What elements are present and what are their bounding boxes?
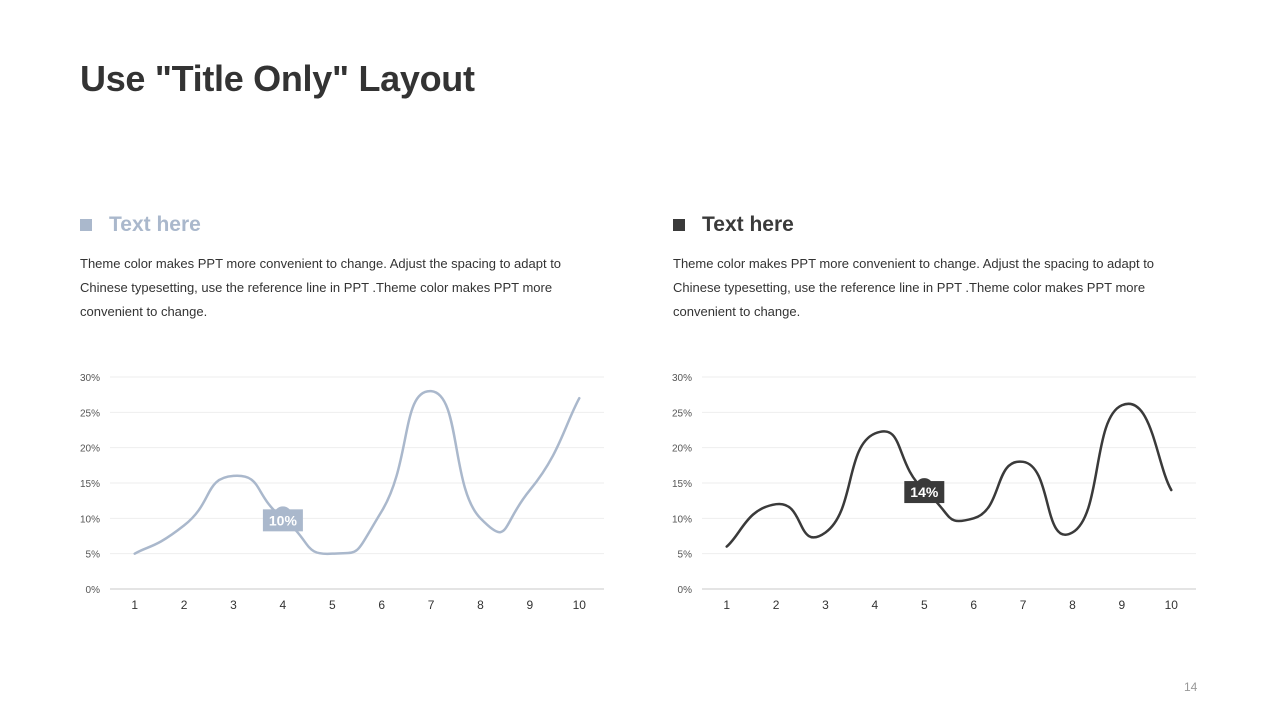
y-tick-label: 30%: [79, 373, 100, 384]
y-tick-label: 20%: [79, 443, 100, 455]
x-tick-label: 4: [279, 598, 287, 612]
y-tick-label: 25%: [79, 408, 100, 420]
y-tick-label: 20%: [671, 443, 692, 455]
right-heading-row: [673, 210, 1213, 240]
y-tick-label: 10%: [79, 514, 100, 526]
x-tick-label: 7: [1019, 598, 1027, 612]
series-line: [135, 391, 580, 554]
x-tick-label: 4: [871, 598, 879, 612]
x-tick-label: 5: [328, 598, 336, 612]
page-number: 14: [1184, 680, 1198, 694]
x-tick-label: 5: [920, 598, 928, 612]
x-tick-label: 7: [427, 598, 435, 612]
x-tick-label: 6: [378, 598, 386, 612]
left-heading: Text here: [109, 213, 201, 236]
left-body-text: Theme color makes PPT more convenient to change. Adjust the spacing to adapt to Chinese typesetting, use the reference line in PPT .Theme color makes PPT more convenient to change.: [80, 256, 562, 319]
right-line-chart: [662, 365, 1207, 625]
y-tick-label: 5%: [85, 549, 100, 561]
square-bullet-icon: [80, 219, 92, 231]
left-text-panel: [80, 210, 620, 324]
right-body-text: Theme color makes PPT more convenient to change. Adjust the spacing to adapt to Chinese typesetting, use the reference line in PPT .Theme color makes PPT more convenient to change.: [673, 256, 1155, 319]
x-tick-label: 2: [772, 598, 780, 612]
x-tick-label: 3: [822, 598, 829, 612]
y-tick-label: 0%: [677, 585, 692, 596]
slide-title: Use "Title Only" Layout: [80, 58, 475, 99]
series-line: [727, 404, 1172, 547]
right-text-panel: [673, 210, 1213, 324]
x-tick-label: 3: [230, 598, 237, 612]
y-tick-label: 15%: [79, 479, 100, 490]
x-tick-label: 9: [1118, 598, 1126, 612]
x-tick-label: 1: [723, 598, 731, 612]
annotation-label: 14%: [910, 484, 939, 501]
left-line-chart: [70, 365, 615, 625]
x-tick-label: 9: [526, 598, 534, 612]
x-tick-label: 2: [180, 598, 188, 612]
x-tick-label: 10: [572, 598, 586, 612]
y-tick-label: 25%: [671, 408, 692, 420]
annotation-label: 10%: [268, 512, 297, 529]
square-bullet-icon: [673, 219, 685, 231]
right-heading: Text here: [702, 213, 794, 236]
x-tick-label: 6: [970, 598, 978, 612]
x-tick-label: 8: [477, 598, 484, 612]
x-tick-label: 1: [131, 598, 139, 612]
x-tick-label: 8: [1069, 598, 1076, 612]
y-tick-label: 30%: [671, 373, 692, 384]
y-tick-label: 15%: [671, 479, 692, 490]
y-tick-label: 0%: [85, 585, 100, 596]
y-tick-label: 10%: [671, 514, 692, 526]
x-tick-label: 10: [1164, 598, 1178, 612]
left-heading-row: [80, 210, 620, 240]
y-tick-label: 5%: [677, 549, 692, 561]
